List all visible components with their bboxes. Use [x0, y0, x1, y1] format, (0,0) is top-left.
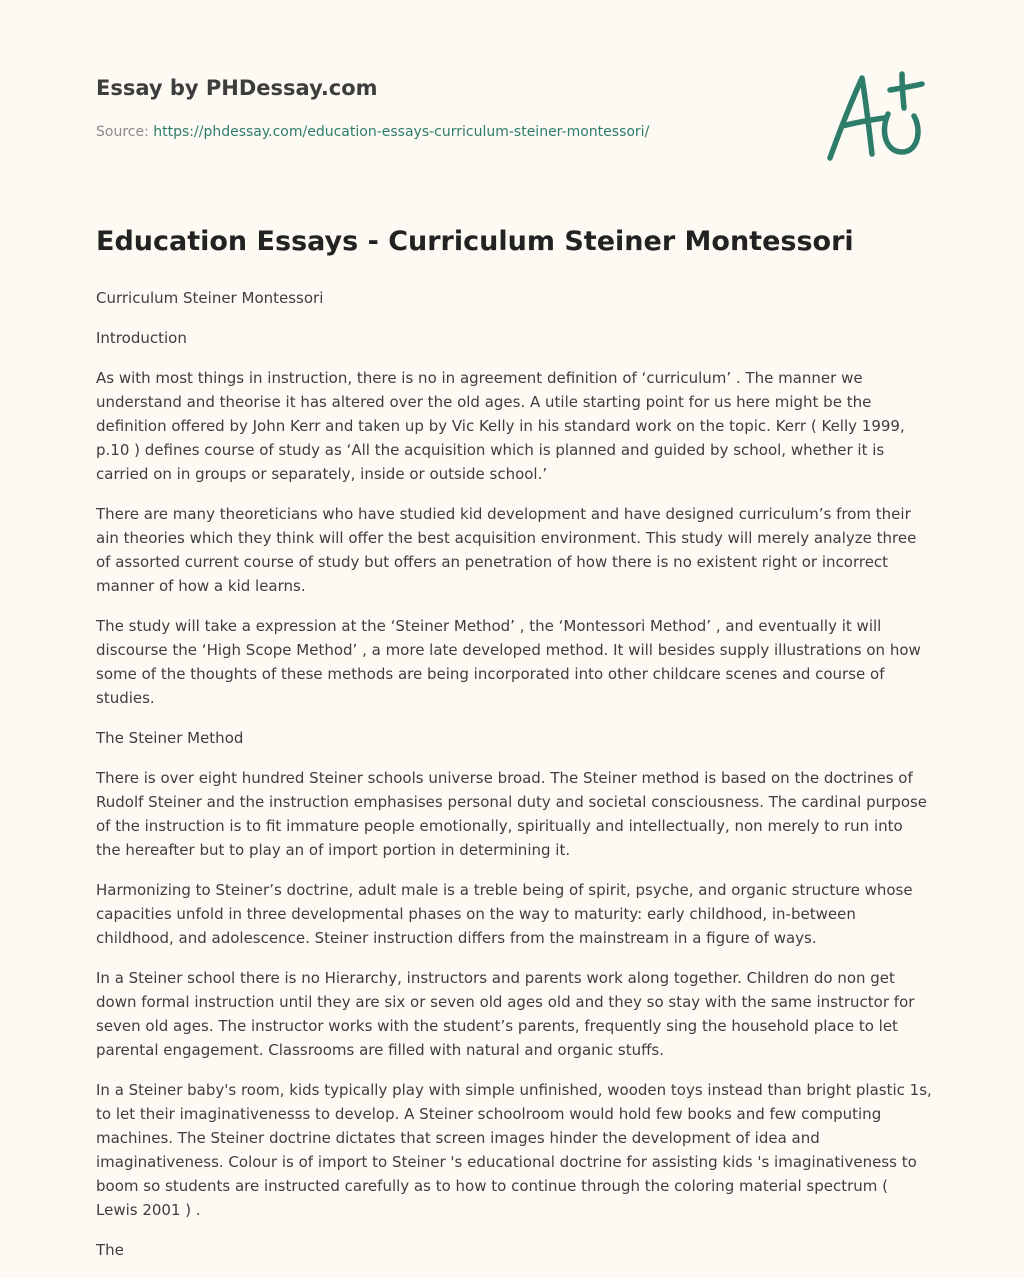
paragraph: The — [96, 1241, 124, 1259]
paragraph: Curriculum Steiner Montessori — [96, 289, 324, 307]
article-title: Education Essays - Curriculum Steiner Montessori — [96, 226, 854, 257]
paragraph: The Steiner Method — [96, 729, 244, 747]
paragraph: Introduction — [96, 329, 187, 347]
site-brand: Essay by PHDessay.com — [96, 76, 378, 100]
source-line — [96, 124, 649, 140]
source-label: Source: — [96, 124, 154, 140]
paragraph: The study will take a expression at the ‘Steiner Method’ , the ‘Montessori Method’ , and eventually it will discourse the ‘High Scope Method’ , a more late developed method. It will besides supply illustrations on how some of the thoughts of these methods are being incorporated into other childcare scenes and course of studies. — [96, 617, 921, 707]
paragraph: In a Steiner baby's room, kids typically play with simple unfinished, wooden toys instead than bright plastic 1s, to let their imaginativenesss to develop. A Steiner schoolroom would hold few books and few computing machines. The Steiner doctrine dictates that screen images hinder the development of idea and imaginativeness. Colour is of import to Steiner 's educational doctrine for assisting kids 's imaginativeness to boom so students are instructed carefully as to how to continue through the coloring material spectrum ( Lewis 2001 ) . — [96, 1081, 932, 1219]
paragraph: There are many theoreticians who have studied kid development and have designed curriculum’s from their ain theories which they think will offer the best acquisition environment. This study will merely analyze three of assorted current course of study but offers an penetration of how there is no existent right or incorrect manner of how a kid learns. — [96, 505, 917, 595]
paragraph: In a Steiner school there is no Hierarchy, instructors and parents work along together. Children do non get down formal instruction until they are six or seven old ages old and they so stay with the same instructor for seven old ages. The instructor works with the student’s parents, frequently sing the household place to let parental engagement. Classrooms are filled with natural and organic stuffs. — [96, 969, 915, 1059]
source-link[interactable]: https://phdessay.com/education-essays-curriculum-steiner-montessori/ — [153, 124, 650, 140]
paragraph: There is over eight hundred Steiner schools universe broad. The Steiner method is based on the doctrines of Rudolf Steiner and the instruction emphasises personal duty and societal consciousness. The cardinal purpose of the instruction is to fit immature people emotionally, spiritually and intellectually, non merely to run into the hereafter but to play an of import portion in determining it. — [96, 769, 928, 859]
a-plus-logo-icon — [822, 68, 928, 166]
paragraph: Harmonizing to Steiner’s doctrine, adult male is a treble being of spirit, psyche, and organic structure whose capacities unfold in three developmental phases on the way to maturity: early childhood, in-between childhood, and adolescence. Steiner instruction differs from the mainstream in a figure of ways. — [96, 881, 913, 947]
article-body — [96, 286, 932, 1278]
paragraph: As with most things in instruction, there is no in agreement definition of ‘curriculum’ . The manner we understand and theorise it has altered over the old ages. A utile starting point for us here might be the definition offered by John Kerr and taken up by Vic Kelly in his standard work on the topic. Kerr ( Kelly 1999, p.10 ) defines course of study as ‘All the acquisition which is planned and guided by school, whether it is carried on in groups or separately, inside or outside school.’ — [96, 369, 905, 483]
